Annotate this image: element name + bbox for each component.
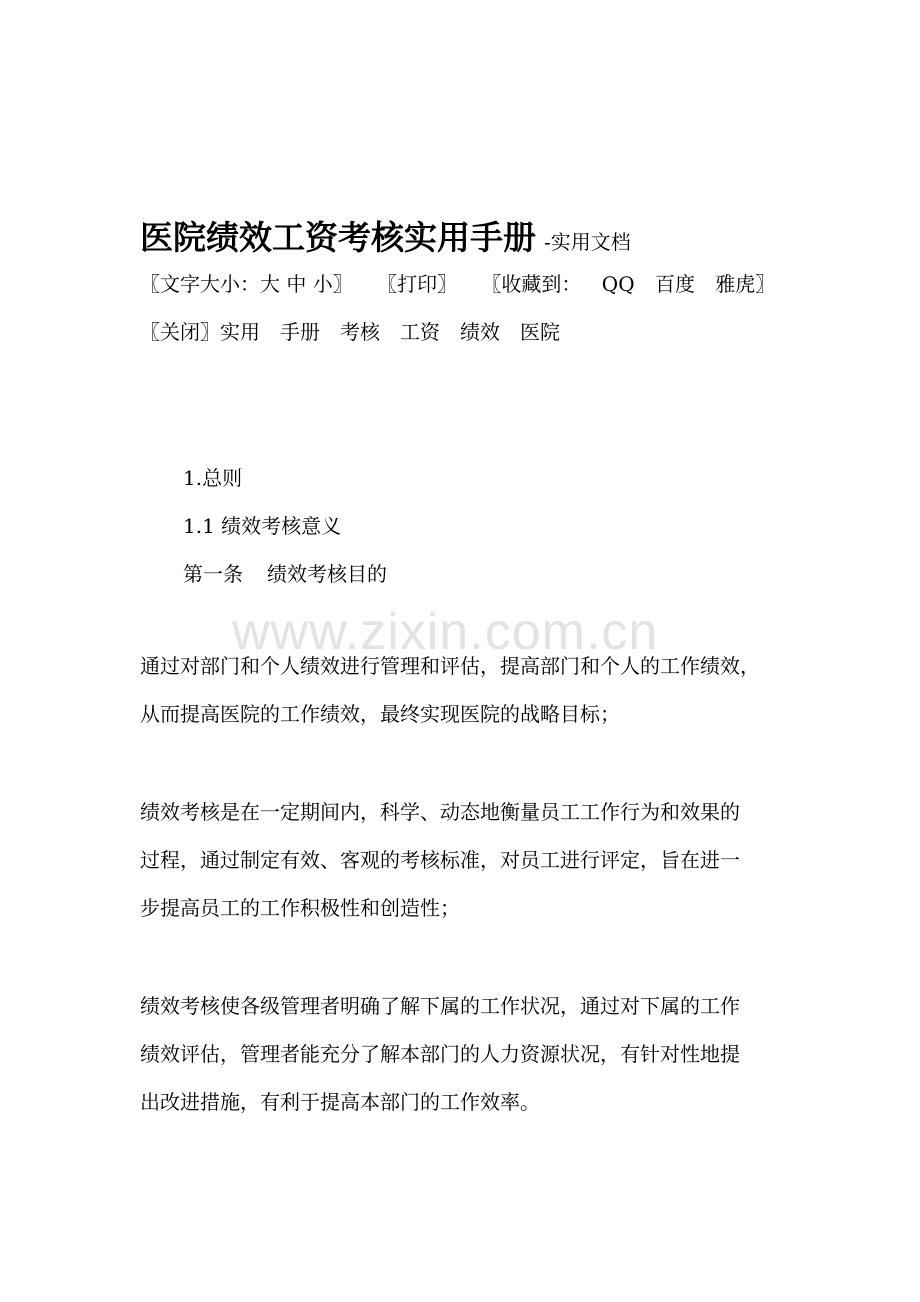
paragraph-line: 出改进措施，有利于提高本部门的工作效率。 — [140, 1090, 540, 1114]
paragraph — [140, 982, 788, 1126]
article-heading — [183, 558, 387, 587]
paragraph — [140, 642, 788, 738]
tag-link[interactable]: 工资 — [400, 320, 440, 344]
tag-link[interactable]: 手册 — [280, 320, 320, 344]
toolbar-row-2 — [140, 316, 560, 345]
bookmark-label: 〖收藏到： — [481, 272, 582, 296]
bookmark-baidu-link[interactable]: 百度 — [654, 272, 695, 296]
bookmark-qq-link[interactable]: QQ — [601, 272, 635, 296]
title-suffix: -实用文档 — [544, 230, 631, 254]
close-link[interactable]: 〖关闭〗 — [140, 320, 220, 344]
watermark: www.zixin.com.cn — [232, 603, 659, 661]
paragraph-line: 通过对部门和个人绩效进行管理和评估，提高部门和个人的工作绩效， — [140, 654, 760, 678]
page-title — [140, 212, 631, 259]
tag-link[interactable]: 绩效 — [460, 320, 500, 344]
paragraph-line: 绩效评估，管理者能充分了解本部门的人力资源状况，有针对性地提 — [140, 1042, 740, 1066]
section-heading-meaning: 1.1 绩效考核意义 — [183, 514, 342, 538]
title-main: 医院绩效工资考核实用手册 — [140, 218, 536, 257]
paragraph-line: 绩效考核是在一定期间内，科学、动态地衡量员工工作行为和效果的 — [140, 800, 740, 824]
paragraph-line: 绩效考核使各级管理者明确了解下属的工作状况，通过对下属的工作 — [140, 994, 740, 1018]
article-title: 绩效考核目的 — [267, 562, 387, 586]
print-link[interactable]: 〖打印〗 — [377, 272, 458, 296]
bookmark-yahoo-link[interactable]: 雅虎〗 — [715, 272, 776, 296]
tag-link[interactable]: 考核 — [340, 320, 380, 344]
toolbar-row-1 — [140, 268, 775, 297]
paragraph-line: 步提高员工的工作积极性和创造性； — [140, 896, 460, 920]
tag-link[interactable]: 实用 — [220, 320, 260, 344]
paragraph-line: 过程，通过制定有效、客观的考核标准，对员工进行评定，旨在进一 — [140, 848, 740, 872]
tag-link[interactable]: 医院 — [520, 320, 560, 344]
paragraph — [140, 788, 788, 932]
section-heading-general: 1.总则 — [183, 466, 243, 490]
paragraph-line: 从而提高医院的工作绩效，最终实现医院的战略目标； — [140, 702, 620, 726]
article-label: 第一条 — [183, 562, 243, 586]
font-size-control[interactable]: 〖文字大小：大 中 小〗 — [140, 272, 353, 296]
